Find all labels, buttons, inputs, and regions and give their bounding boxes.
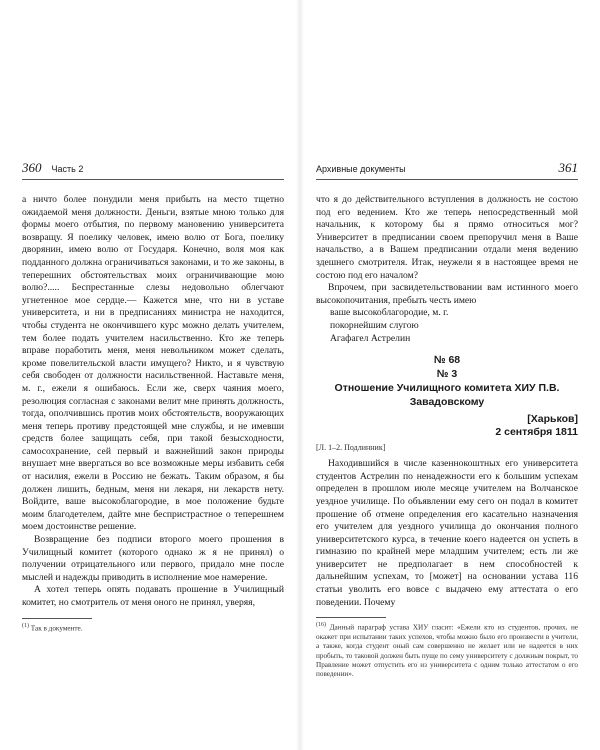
right-page-number: 361 bbox=[558, 160, 578, 175]
document-number: № 68 bbox=[433, 354, 461, 367]
left-section-title: Часть 2 bbox=[51, 164, 84, 174]
left-paragraph: А хотел теперь опять подавать прошение в Училищный комитет, но смотритель от меня оного не принял, уверяя, bbox=[22, 584, 284, 608]
right-footnote bbox=[316, 621, 578, 679]
right-body-text bbox=[316, 194, 578, 307]
right-paragraph: что я до действительного вступления в должность не состою под его ведением. Кто же теперь непосредственный мой начальник, к которому бы я прямо относиться мог? Университет в предписании своем препоручил меня в Ваше начальство, а в Вашем предписании отдали меня ведению здешнего смотрителя. Итак, неужели я в настоящее время не состою под его началом? bbox=[316, 194, 578, 281]
left-footnote-text: Так в документе. bbox=[30, 623, 83, 632]
left-footnote-marker: (1) bbox=[22, 622, 29, 629]
left-paragraph: а ничто более понудили меня прибыть на место тщетно ожидаемой меня должности. Деньги, взятые мною только для формы моего отбытия, по первому мановению университета возвращу. Я поелику человек, имею волю от Бога, поелику дворянин, имею волю от Государя. Конечно, воля моя как подданного должна ограничиваться законами, и то же законы, в теперешних обстоятельствах моих ограничивающие мою волю?..... Беспрестанные слезы недовольно облегчают угнетенное мое сердце.— Кажется мне, что ни в уставе университета, и ни в предписаниях министра не находится, чтобы студента не окончившего курс можно делать учителем, тем более подать учителем насильственно. Кто же теперь вправе поработить меня, меня невольником может сделать, кроме повелительской власти имущего? Никто, и я чувствую себя свободен от должности насильственной. Наставьте меня, м. г., ежели я ошибаюсь. Если же, сверх чаяния моего, резолюция согласная с законами велит мне принять должность, тогда, ополчившись против моих обстоятельств, вооружающих меня теперь противу предстоящей мне службы, и не имевши средств более защищать себя, при такой безысходности, самосохранение, сей первый и важнейший закон природы внушает мне ввергаться во все возможные меры избавить себя от насилия, ежели в Россию не бежать. Таким образом, я бы должен лишить, бедным, меня ни лекаря, ни лекарств нету. Войдите, ваше высокоблагородие, в мое положение будьте моим благодетелем, дайте мне беспристрастное о теперешнем моем достоинстве решение. bbox=[22, 194, 284, 533]
document-title: Отношение Училищного комитета ХИУ П.В. Завадовскому bbox=[334, 382, 560, 409]
closing-line: ваше высокоблагородие, м. г. bbox=[330, 307, 449, 319]
document-date: 2 сентября 1811 bbox=[495, 426, 578, 439]
letter-closing bbox=[330, 307, 578, 345]
right-page bbox=[316, 160, 578, 679]
left-footnote bbox=[22, 622, 284, 634]
right-footnote-text: Данный параграф устава ХИУ гласит: «Ежели кто из студентов, прочих, не окажет при испытании таких успехов, чтобы можно было его произвести в учители, а также, когда студент оный сам совершенно не желает или не надеется в них пробыть, то таковой должен быть пуще по сему университету с должным покрыт, то Правление может отпустить его из университета с одним только аттестатом о его поведении». bbox=[316, 623, 578, 679]
document-place: [Харьков] bbox=[527, 413, 578, 426]
right-paragraph: Впрочем, при засвидетельствовании вам истинного моего высокопочитания, пребыть честь имею bbox=[316, 282, 578, 306]
left-running-head bbox=[22, 160, 284, 180]
left-page bbox=[22, 160, 284, 633]
right-section-title: Архивные документы bbox=[316, 164, 406, 174]
left-paragraph: Возвращение без подписи второго моего прошения в Училищный комитет (которого однако ж я не принял) о получении отрицательного или первого, придало мне после мыслей и надежды приводить в исполнение мое намерение. bbox=[22, 534, 284, 583]
left-body-text bbox=[22, 194, 284, 610]
left-footnote-rule bbox=[22, 618, 92, 619]
right-running-head bbox=[316, 160, 578, 180]
book-gutter bbox=[296, 0, 304, 750]
closing-line: покорнейшим слугою bbox=[330, 319, 419, 331]
right-footnote-marker: (16) bbox=[316, 622, 326, 629]
document-place-date bbox=[316, 413, 578, 439]
document-heading bbox=[316, 353, 578, 409]
document-subnumber: № 3 bbox=[436, 368, 458, 381]
document-paragraph: Находившийся в числе казеннокоштных его университета студентов Астрелин по ненадежности его к большим успехам определен в прошлом июле месяце учителем на Волчанское уездное училище. По объявлении ему сего он подал в комитет прошение об отмене определения его касательно назначения его учителем для уездного училища до окончания полного университетского курса, в течение коего надеется он успеть в гимназию по крайней мере младшим учителем; есть ли же университет не предполагает в нем способностей к дальнейшим успехам, то [может] на основании устава 116 статьи уволить его вовсе с выдачею ему аттестата о его поведении. Почему bbox=[316, 458, 578, 608]
left-page-number: 360 bbox=[22, 160, 42, 175]
closing-signature: Агафагел Астрелин bbox=[330, 332, 411, 344]
document-body bbox=[316, 458, 578, 609]
right-footnote-rule bbox=[316, 617, 386, 618]
archival-reference: [Л. 1–2. Подлинник] bbox=[316, 443, 386, 453]
